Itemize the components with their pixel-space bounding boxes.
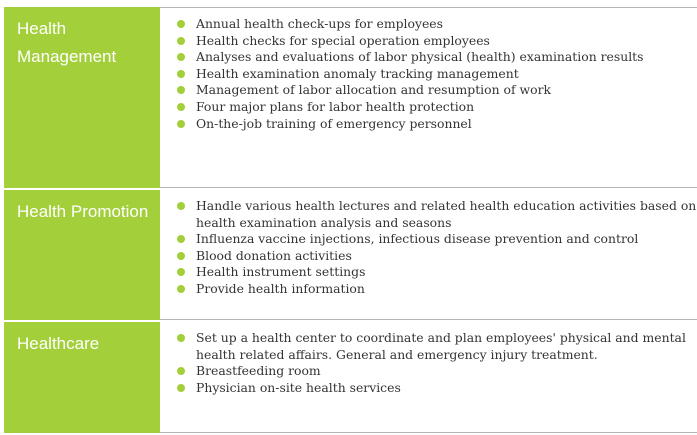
section-content <box>160 7 697 188</box>
section-title: Health Management <box>4 7 160 188</box>
list-item: Blood donation activities <box>175 248 697 265</box>
bullet-list <box>175 198 697 298</box>
list-item: Management of labor allocation and resumption of work <box>175 82 697 99</box>
section-title: Healthcare <box>4 322 160 433</box>
bullet-dot-icon <box>177 268 185 276</box>
section-health-promotion <box>0 190 697 320</box>
section-title: Health Promotion <box>4 190 160 320</box>
list-item: Influenza vaccine injections, infectious disease prevention and control <box>175 231 697 248</box>
list-item: On-the-job training of emergency personnel <box>175 116 697 133</box>
list-item: Provide health information <box>175 281 697 298</box>
bullet-dot-icon <box>177 285 185 293</box>
bullet-list <box>175 330 697 396</box>
list-item: Annual health check-ups for employees <box>175 16 697 33</box>
bullet-dot-icon <box>177 120 185 128</box>
bullet-dot-icon <box>177 202 185 210</box>
list-item: Health instrument settings <box>175 264 697 281</box>
list-item: Four major plans for labor health protection <box>175 99 697 116</box>
list-item: Handle various health lectures and related health education activities based on health examination analysis and seasons <box>175 198 697 231</box>
bullet-dot-icon <box>177 37 185 45</box>
list-item: Physician on-site health services <box>175 380 697 397</box>
section-healthcare <box>0 322 697 433</box>
bullet-dot-icon <box>177 384 185 392</box>
section-health-management <box>0 7 697 188</box>
bullet-dot-icon <box>177 86 185 94</box>
bullet-dot-icon <box>177 235 185 243</box>
bullet-list <box>175 16 697 132</box>
list-item: Set up a health center to coordinate and plan employees' physical and mental health related affairs. General and emergency injury treatment. <box>175 330 697 363</box>
bullet-dot-icon <box>177 103 185 111</box>
section-content <box>160 322 697 433</box>
bullet-dot-icon <box>177 20 185 28</box>
list-item: Health examination anomaly tracking management <box>175 66 697 83</box>
list-item: Health checks for special operation employees <box>175 33 697 50</box>
section-content <box>160 190 697 320</box>
bullet-dot-icon <box>177 53 185 61</box>
list-item: Analyses and evaluations of labor physical (health) examination results <box>175 49 697 66</box>
list-item: Breastfeeding room <box>175 363 697 380</box>
bullet-dot-icon <box>177 334 185 342</box>
bullet-dot-icon <box>177 70 185 78</box>
bullet-dot-icon <box>177 252 185 260</box>
bullet-dot-icon <box>177 367 185 375</box>
